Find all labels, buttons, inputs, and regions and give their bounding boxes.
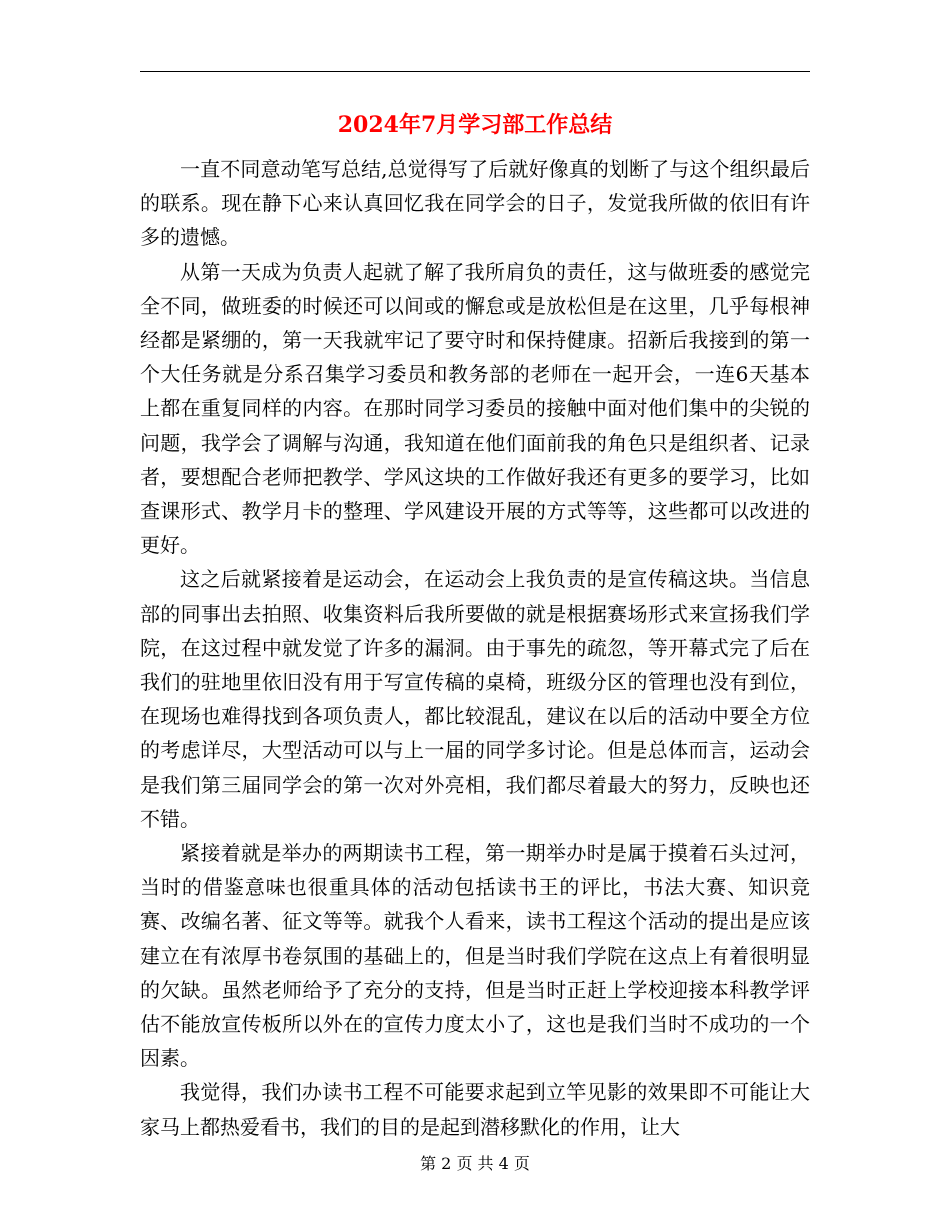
paragraph: 一直不同意动笔写总结,总觉得写了后就好像真的划断了与这个组织最后的联系。现在静下心来认真回忆我在同学会的日子，发觉我所做的依旧有许多的遗憾。 (140, 157, 810, 250)
document-body (140, 152, 810, 1144)
header-rule (140, 71, 810, 72)
paragraph: 我觉得，我们办读书工程不可能要求起到立竿见影的效果即不可能让大家马上都热爱看书，我们的目的是起到潜移默化的作用，让大 (140, 1080, 810, 1139)
document-title: 2024年7月学习部工作总结 (337, 112, 613, 138)
paragraph: 这之后就紧接着是运动会，在运动会上我负责的是宣传稿这块。当信息部的同事出去拍照、收集资料后我所要做的就是根据赛场形式来宣扬我们学院，在这过程中就发觉了许多的漏洞。由于事先的疏忽，等开幕式完了后在我们的驻地里依旧没有用于写宣传稿的桌椅，班级分区的管理也没有到位，在现场也难得找到各项负责人，都比较混乱，建议在以后的活动中要全方位的考虑详尽，大型活动可以与上一届的同学多讨论。但是总体而言，运动会是我们第三届同学会的第一次对外亮相，我们都尽着最大的努力，反映也还不错。 (140, 567, 810, 831)
paragraph: 从第一天成为负责人起就了解了我所肩负的责任，这与做班委的感觉完全不同，做班委的时候还可以间或的懈怠或是放松但是在这里，几乎每根神经都是紧绷的，第一天我就牢记了要守时和保持健康。招新后我接到的第一个大任务就是分系召集学习委员和教务部的老师在一起开会，一连6天基本上都在重复同样的内容。在那时同学习委员的接触中面对他们集中的尖锐的问题，我学会了调解与沟通，我知道在他们面前我的角色只是组织者、记录者，要想配合老师把教学、学风这块的工作做好我还有更多的要学习，比如查课形式、教学月卡的整理、学风建设开展的方式等等，这些都可以改进的更好。 (140, 259, 810, 558)
page-number-footer: 第 2 页 共 4 页 (420, 1154, 530, 1173)
paragraph: 紧接着就是举办的两期读书工程，第一期举办时是属于摸着石头过河，当时的借鉴意味也很重具体的活动包括读书王的评比，书法大赛、知识竞赛、改编名著、征文等等。就我个人看来，读书工程这个活动的提出是应该建立在有浓厚书卷氛围的基础上的，但是当时我们学院在这点上有着很明显的欠缺。虽然老师给予了充分的支持，但是当时正赶上学校迎接本科教学评估不能放宣传板所以外在的宣传力度太小了，这也是我们当时不成功的一个因素。 (140, 841, 810, 1071)
